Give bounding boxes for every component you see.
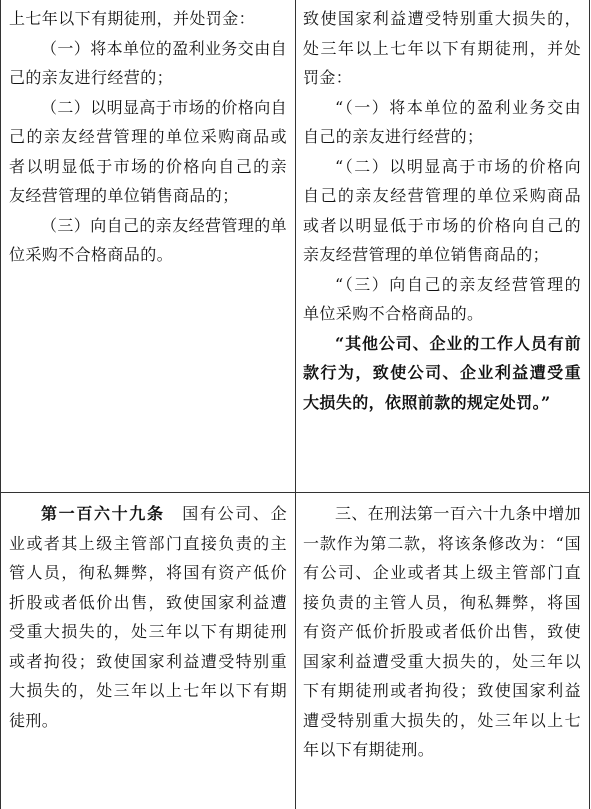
cell-top-left	[9, 4, 287, 270]
cell-bottom-left	[9, 499, 287, 735]
amendment-item-3: 三、在刑法第一百六十九条中增加一款作为第二款，将该条修改为：“国有公司、企业或者其上级主管部门直接负责的主管人员，徇私舞弊，将国有资产低价折股或者低价出售，致使国家利益遭受重大损失的，处三年以下有期徒刑或者拘役；致使国家利益遭受特别重大损失的，处三年以上七年以下有期徒刑。	[303, 504, 582, 759]
table-border-right	[589, 0, 590, 809]
new-text-item-3: “（三）向自己的亲友经营管理的单位采购不合格商品的。	[303, 274, 581, 323]
table-column-divider	[295, 0, 296, 809]
cell-bottom-right	[303, 499, 581, 765]
table-border-left	[0, 0, 1, 809]
article-body: 国有公司、企业或者其上级主管部门直接负责的主管人员，徇私舞弊，将国有资产低价折股或者低价出售，致使国家利益遭受重大损失的，处三年以下有期徒刑或者拘役；致使国家利益遭受特别重大损失的，处三年以上七年以下有期徒刑。	[9, 504, 287, 730]
article-title: 第一百六十九条	[41, 504, 165, 523]
new-text-clause-end: 致使国家利益遭受特别重大损失的，处三年以上七年以下有期徒刑，并处罚金：	[303, 9, 581, 87]
old-text-item-2: （二）以明显高于市场的价格向自己的亲友经营管理的单位采购商品或者以明显低于市场的价格向自己的亲友经营管理的单位销售商品的；	[9, 97, 288, 205]
new-text-added-paragraph: “其他公司、企业的工作人员有前款行为，致使公司、企业利益遭受重大损失的，依照前款的规定处罚。”	[303, 333, 581, 412]
new-text-item-2: “（二）以明显高于市场的价格向自己的亲友经营管理的单位采购商品或者以明显低于市场的价格向自己的亲友经营管理的单位销售商品的；	[303, 156, 581, 264]
old-text-item-3: （三）向自己的亲友经营管理的单位采购不合格商品的。	[9, 215, 288, 264]
old-text-item-1: （一）将本单位的盈利业务交由自己的亲友进行经营的；	[9, 38, 288, 87]
article-169-old	[9, 499, 287, 735]
new-text-item-1: “（一）将本单位的盈利业务交由自己的亲友进行经营的；	[303, 97, 581, 146]
cell-top-right	[303, 4, 581, 417]
old-text-clause-end: 上七年以下有期徒刑，并处罚金：	[9, 9, 256, 28]
table-row-divider	[0, 492, 590, 493]
